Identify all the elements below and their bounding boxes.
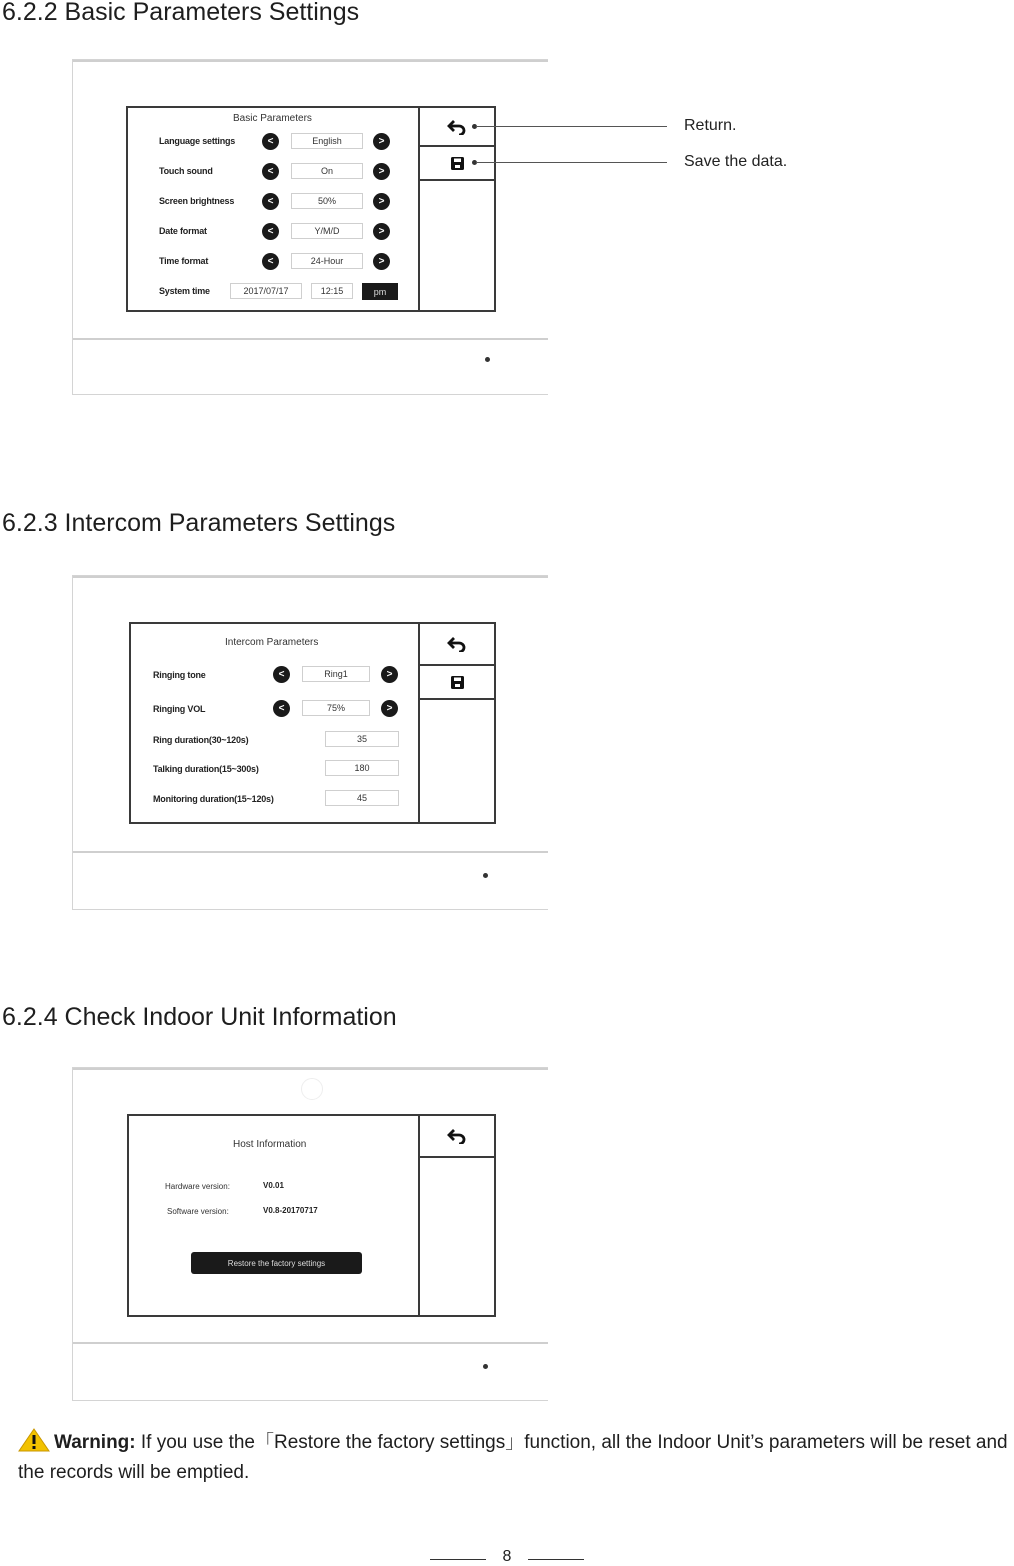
chevron-left-icon: <	[278, 668, 285, 680]
section-heading-basic: 6.2.2 Basic Parameters Settings	[2, 0, 360, 26]
chevron-left-icon: <	[278, 702, 285, 714]
hardware-version-label: Hardware version:	[165, 1182, 230, 1191]
indicator-light	[485, 357, 490, 362]
chevron-right-icon: >	[386, 668, 393, 680]
row-label-brightness: Screen brightness	[159, 196, 235, 206]
prev-ringing-tone-button[interactable]	[273, 666, 290, 683]
row-label-ringing-tone: Ringing tone	[153, 670, 206, 680]
bezel-divider	[73, 1342, 548, 1344]
prev-date-format-button[interactable]	[262, 223, 279, 240]
screen-title: Basic Parameters	[233, 113, 312, 124]
prev-touch-sound-button[interactable]	[262, 163, 279, 180]
chevron-left-icon: <	[267, 165, 274, 177]
callout-return-text: Return.	[684, 117, 737, 134]
ringing-tone-value: Ring1	[302, 666, 370, 682]
chevron-right-icon: >	[378, 165, 385, 177]
row-label-date-format: Date format	[159, 226, 207, 236]
system-date-input[interactable]: 2017/07/17	[230, 283, 302, 299]
ringing-vol-value: 75%	[302, 700, 370, 716]
callout-line-save	[476, 162, 667, 163]
next-brightness-button[interactable]	[373, 193, 390, 210]
callout-save-text: Save the data.	[684, 153, 788, 170]
screen-title: Intercom Parameters	[225, 637, 319, 648]
save-button[interactable]	[420, 147, 494, 181]
screen-title: Host Information	[233, 1139, 307, 1150]
warning-note	[18, 1428, 1012, 1488]
indicator-light	[483, 1364, 488, 1369]
prev-language-button[interactable]	[262, 133, 279, 150]
row-label-talking-duration: Talking duration(15~300s)	[153, 764, 259, 774]
chevron-left-icon: <	[267, 195, 274, 207]
screen-host-information	[127, 1114, 496, 1317]
software-version-value: V0.8-20170717	[263, 1206, 318, 1215]
chevron-right-icon: >	[378, 255, 385, 267]
prev-time-format-button[interactable]	[262, 253, 279, 270]
floppy-save-icon	[451, 676, 464, 689]
page-number: 8	[502, 1548, 512, 1565]
side-panel	[418, 108, 494, 310]
chevron-left-icon: <	[267, 255, 274, 267]
warning-triangle-icon	[18, 1428, 50, 1452]
language-value: English	[291, 133, 363, 149]
software-version-label: Software version:	[167, 1207, 229, 1216]
row-label-touch-sound: Touch sound	[159, 166, 213, 176]
screen-intercom-parameters	[129, 622, 496, 824]
row-label-language: Language settings	[159, 136, 236, 146]
return-arrow-icon	[447, 119, 467, 135]
section-heading-host: 6.2.4 Check Indoor Unit Information	[2, 1003, 397, 1031]
hardware-version-value: V0.01	[263, 1181, 284, 1190]
chevron-right-icon: >	[378, 135, 385, 147]
brightness-value: 50%	[291, 193, 363, 209]
indoor-unit-host	[72, 1067, 548, 1401]
touch-sound-value: On	[291, 163, 363, 179]
indicator-light	[483, 873, 488, 878]
next-date-format-button[interactable]	[373, 223, 390, 240]
bezel-divider	[73, 851, 548, 853]
bezel-divider	[73, 338, 548, 340]
warning-text: If you use the「Restore the factory settings」function, all the Indoor Unit’s parameters will be reset and the records will be emptied.	[18, 1432, 1008, 1483]
system-time-input[interactable]: 12:15	[311, 283, 353, 299]
screen-basic-parameters	[126, 106, 496, 312]
chevron-right-icon: >	[386, 702, 393, 714]
return-button[interactable]	[420, 624, 494, 666]
section-heading-intercom: 6.2.3 Intercom Parameters Settings	[2, 509, 396, 537]
time-format-value: 24-Hour	[291, 253, 363, 269]
talking-duration-input[interactable]: 180	[325, 760, 399, 776]
row-label-system-time: System time	[159, 286, 210, 296]
camera-lens	[301, 1078, 323, 1100]
prev-ringing-vol-button[interactable]	[273, 700, 290, 717]
side-panel	[418, 624, 494, 822]
return-button[interactable]	[420, 1116, 494, 1158]
restore-factory-settings-button[interactable]: Restore the factory settings	[191, 1252, 362, 1274]
next-ringing-tone-button[interactable]	[381, 666, 398, 683]
callout-line-return	[476, 126, 667, 127]
save-button[interactable]	[420, 666, 494, 700]
prev-brightness-button[interactable]	[262, 193, 279, 210]
ampm-toggle[interactable]: pm	[362, 283, 398, 300]
return-arrow-icon	[447, 1128, 467, 1144]
monitoring-duration-input[interactable]: 45	[325, 790, 399, 806]
row-label-ring-duration: Ring duration(30~120s)	[153, 735, 249, 745]
warning-label: Warning:	[54, 1432, 136, 1453]
chevron-left-icon: <	[267, 135, 274, 147]
return-arrow-icon	[447, 636, 467, 652]
row-label-monitoring-duration: Monitoring duration(15~120s)	[153, 794, 274, 804]
date-format-value: Y/M/D	[291, 223, 363, 239]
indoor-unit-basic	[72, 59, 548, 395]
return-button[interactable]	[420, 108, 494, 147]
indoor-unit-intercom	[72, 575, 548, 910]
side-panel	[418, 1116, 494, 1315]
floppy-save-icon	[451, 157, 464, 170]
chevron-right-icon: >	[378, 195, 385, 207]
next-time-format-button[interactable]	[373, 253, 390, 270]
next-ringing-vol-button[interactable]	[381, 700, 398, 717]
chevron-right-icon: >	[378, 225, 385, 237]
row-label-ringing-vol: Ringing VOL	[153, 704, 206, 714]
page-number-rule-right	[528, 1559, 584, 1560]
next-touch-sound-button[interactable]	[373, 163, 390, 180]
ring-duration-input[interactable]: 35	[325, 731, 399, 747]
row-label-time-format: Time format	[159, 256, 209, 266]
next-language-button[interactable]	[373, 133, 390, 150]
chevron-left-icon: <	[267, 225, 274, 237]
